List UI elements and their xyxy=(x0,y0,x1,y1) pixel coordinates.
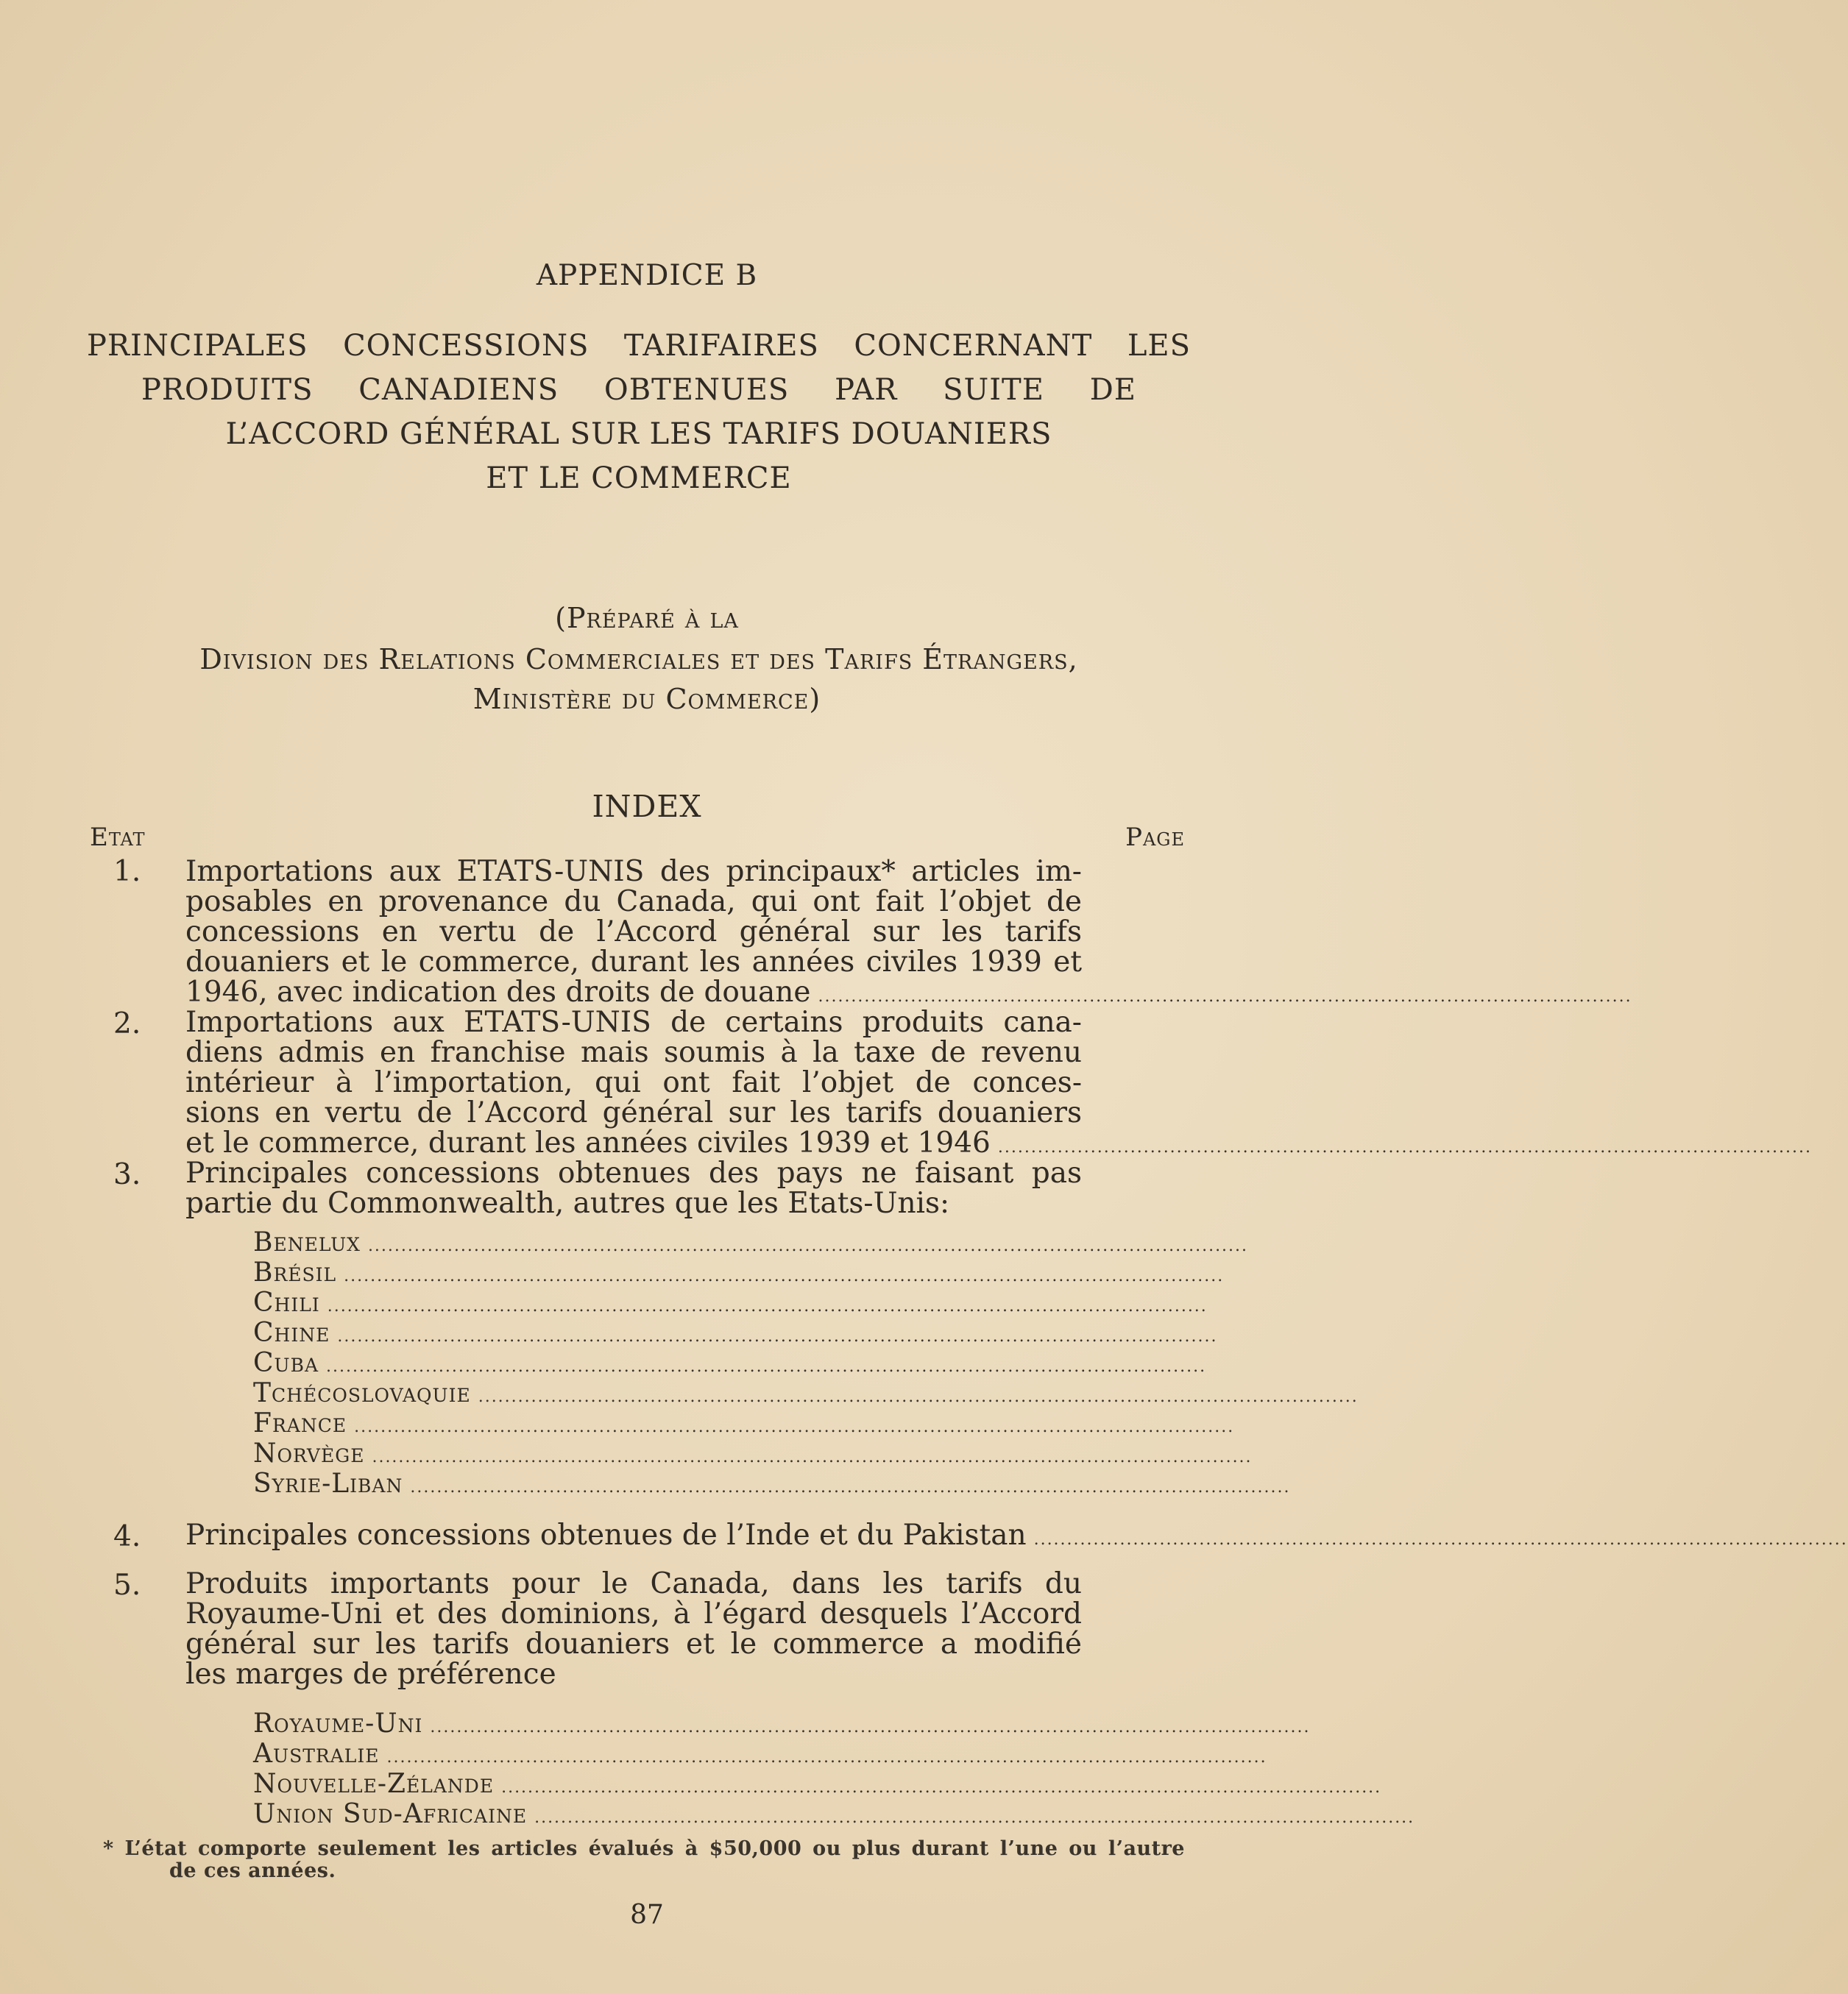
leader-dots: ..................................................................................................................................... xyxy=(501,1778,1382,1797)
leader-dots: ..................................................................................................................................... xyxy=(337,1327,1218,1346)
entry-line: diens admis en franchise mais soumis à la taxe de revenu xyxy=(185,1036,1082,1069)
entry-3-country-list xyxy=(253,1227,1359,1499)
list-item: Union Sud-Africaine ..................................................................................................................................... xyxy=(253,1799,1082,1829)
leader-dots: ..................................................................................................................................... xyxy=(367,1237,1249,1255)
entry-line: partie du Commonwealth, autres que les Etats-Unis: xyxy=(185,1187,950,1220)
entry-dotline xyxy=(185,976,1632,1009)
index-title: INDEX xyxy=(592,789,702,824)
entry-2-text xyxy=(185,1006,1813,1160)
footnote xyxy=(103,1838,1185,1882)
list-item: France ..................................................................................................................................... xyxy=(253,1408,1082,1438)
leader-dots: ........................................................................................................................... xyxy=(997,1138,1813,1157)
column-header-etat: Etat xyxy=(90,823,146,852)
entry-3-text xyxy=(185,1158,1082,1218)
column-header-page: Page xyxy=(1125,823,1185,852)
appendix-title: APPENDICE B xyxy=(536,259,758,292)
list-item: Norvège ..................................................................................................................................... xyxy=(253,1438,1082,1469)
entry-line: Principales concessions obtenues de l’Inde et du Pakistan xyxy=(185,1519,1027,1552)
entry-line: concessions en vertu de l’Accord général sur les tarifs xyxy=(185,915,1082,948)
leader-dots: ..................................................................................................................................... xyxy=(430,1718,1311,1736)
list-item: Syrie-Liban ..................................................................................................................................... xyxy=(253,1469,1082,1499)
footnote-line-2: de ces années. xyxy=(169,1859,336,1882)
leader-dots: ..................................................................................................................................... xyxy=(386,1748,1267,1767)
main-title-line-1: PRINCIPALES CONCESSIONS TARIFAIRES CONCERNANT LES xyxy=(87,329,1191,363)
list-item: Brésil ..................................................................................................................................... xyxy=(253,1257,1082,1288)
list-item: Royaume-Uni ..................................................................................................................................... xyxy=(253,1709,1082,1739)
entry-dotline xyxy=(185,1519,1848,1552)
leader-dots: ..................................................................................................................................... xyxy=(410,1478,1291,1497)
leader-dots: ........................................................................................................................... xyxy=(818,987,1632,1006)
leader-dots: ..................................................................................................................................... xyxy=(326,1358,1207,1376)
entry-4-text xyxy=(185,1519,1848,1552)
entry-line: Royaume-Uni et des dominions, à l’égard desquels l’Accord xyxy=(185,1597,1082,1631)
entry-line: 1946, avec indication des droits de douane xyxy=(185,976,811,1009)
entry-number: 4. xyxy=(113,1520,141,1553)
entry-line: Produits importants pour le Canada, dans les tarifs du xyxy=(185,1567,1082,1600)
main-title-line-4: ET LE COMMERCE xyxy=(486,461,792,495)
list-item: Nouvelle-Zélande ..................................................................................................................................... xyxy=(253,1769,1082,1799)
page-number: 87 xyxy=(630,1900,664,1930)
list-item: Chine ..................................................................................................................................... xyxy=(253,1318,1082,1348)
list-item: Cuba ..................................................................................................................................... xyxy=(253,1348,1082,1378)
leader-dots: ..................................................................................................................................... xyxy=(327,1297,1208,1316)
entry-1-text xyxy=(185,855,1632,1009)
list-item: Australie ..................................................................................................................................... xyxy=(253,1739,1082,1769)
leader-dots: ........................................................................................................................... xyxy=(1033,1530,1848,1549)
list-item: Benelux ..................................................................................................................................... xyxy=(253,1227,1082,1257)
entry-dotline xyxy=(185,1126,1813,1160)
entry-number: 3. xyxy=(113,1158,141,1191)
entry-number: 5. xyxy=(113,1569,141,1602)
entry-line: douaniers et le commerce, durant les années civiles 1939 et xyxy=(185,945,1082,979)
entry-number: 1. xyxy=(113,855,141,888)
main-title-line-2: PRODUITS CANADIENS OBTENUES PAR SUITE DE xyxy=(141,373,1136,407)
entry-number: 2. xyxy=(113,1007,141,1040)
entry-line: et le commerce, durant les années civiles 1939 et 1946 xyxy=(185,1126,991,1160)
list-item: Chili ..................................................................................................................................... xyxy=(253,1288,1082,1318)
prepared-by-line-2: Division des Relations Commerciales et des Tarifs Étrangers, xyxy=(199,643,1078,675)
leader-dots: ..................................................................................................................................... xyxy=(354,1418,1235,1436)
list-item: Tchécoslovaquie ..................................................................................................................................... xyxy=(253,1378,1082,1408)
entry-line: intérieur à l’importation, qui ont fait l’objet de conces- xyxy=(185,1066,1082,1099)
entry-line: Principales concessions obtenues des pays ne faisant pas xyxy=(185,1157,1082,1190)
entry-line: les marges de préférence xyxy=(185,1658,556,1691)
footnote-line-1: * L’état comporte seulement les articles évalués à $50,000 ou plus durant l’une ou l’autre xyxy=(103,1837,1185,1860)
entry-5-country-list xyxy=(253,1709,1415,1829)
entry-5-text xyxy=(185,1569,1082,1689)
leader-dots: ..................................................................................................................................... xyxy=(534,1809,1415,1827)
prepared-by-line-3: Ministère du Commerce) xyxy=(472,683,821,715)
leader-dots: ..................................................................................................................................... xyxy=(478,1388,1359,1406)
entry-line: sions en vertu de l’Accord général sur les tarifs douaniers xyxy=(185,1096,1082,1129)
prepared-by-line-1: (Préparé à la xyxy=(555,602,739,634)
entry-line: Importations aux ETATS-UNIS des principaux* articles im- xyxy=(185,855,1082,888)
leader-dots: ..................................................................................................................................... xyxy=(372,1448,1253,1466)
entry-line: posables en provenance du Canada, qui ont fait l’objet de xyxy=(185,885,1082,918)
entry-line: Importations aux ETATS-UNIS de certains produits cana- xyxy=(185,1006,1082,1039)
leader-dots: ..................................................................................................................................... xyxy=(344,1267,1225,1285)
main-title-line-3: L’ACCORD GÉNÉRAL SUR LES TARIFS DOUANIERS xyxy=(225,417,1052,451)
entry-line: général sur les tarifs douaniers et le commerce a modifié xyxy=(185,1628,1082,1661)
main-title xyxy=(87,324,1191,500)
